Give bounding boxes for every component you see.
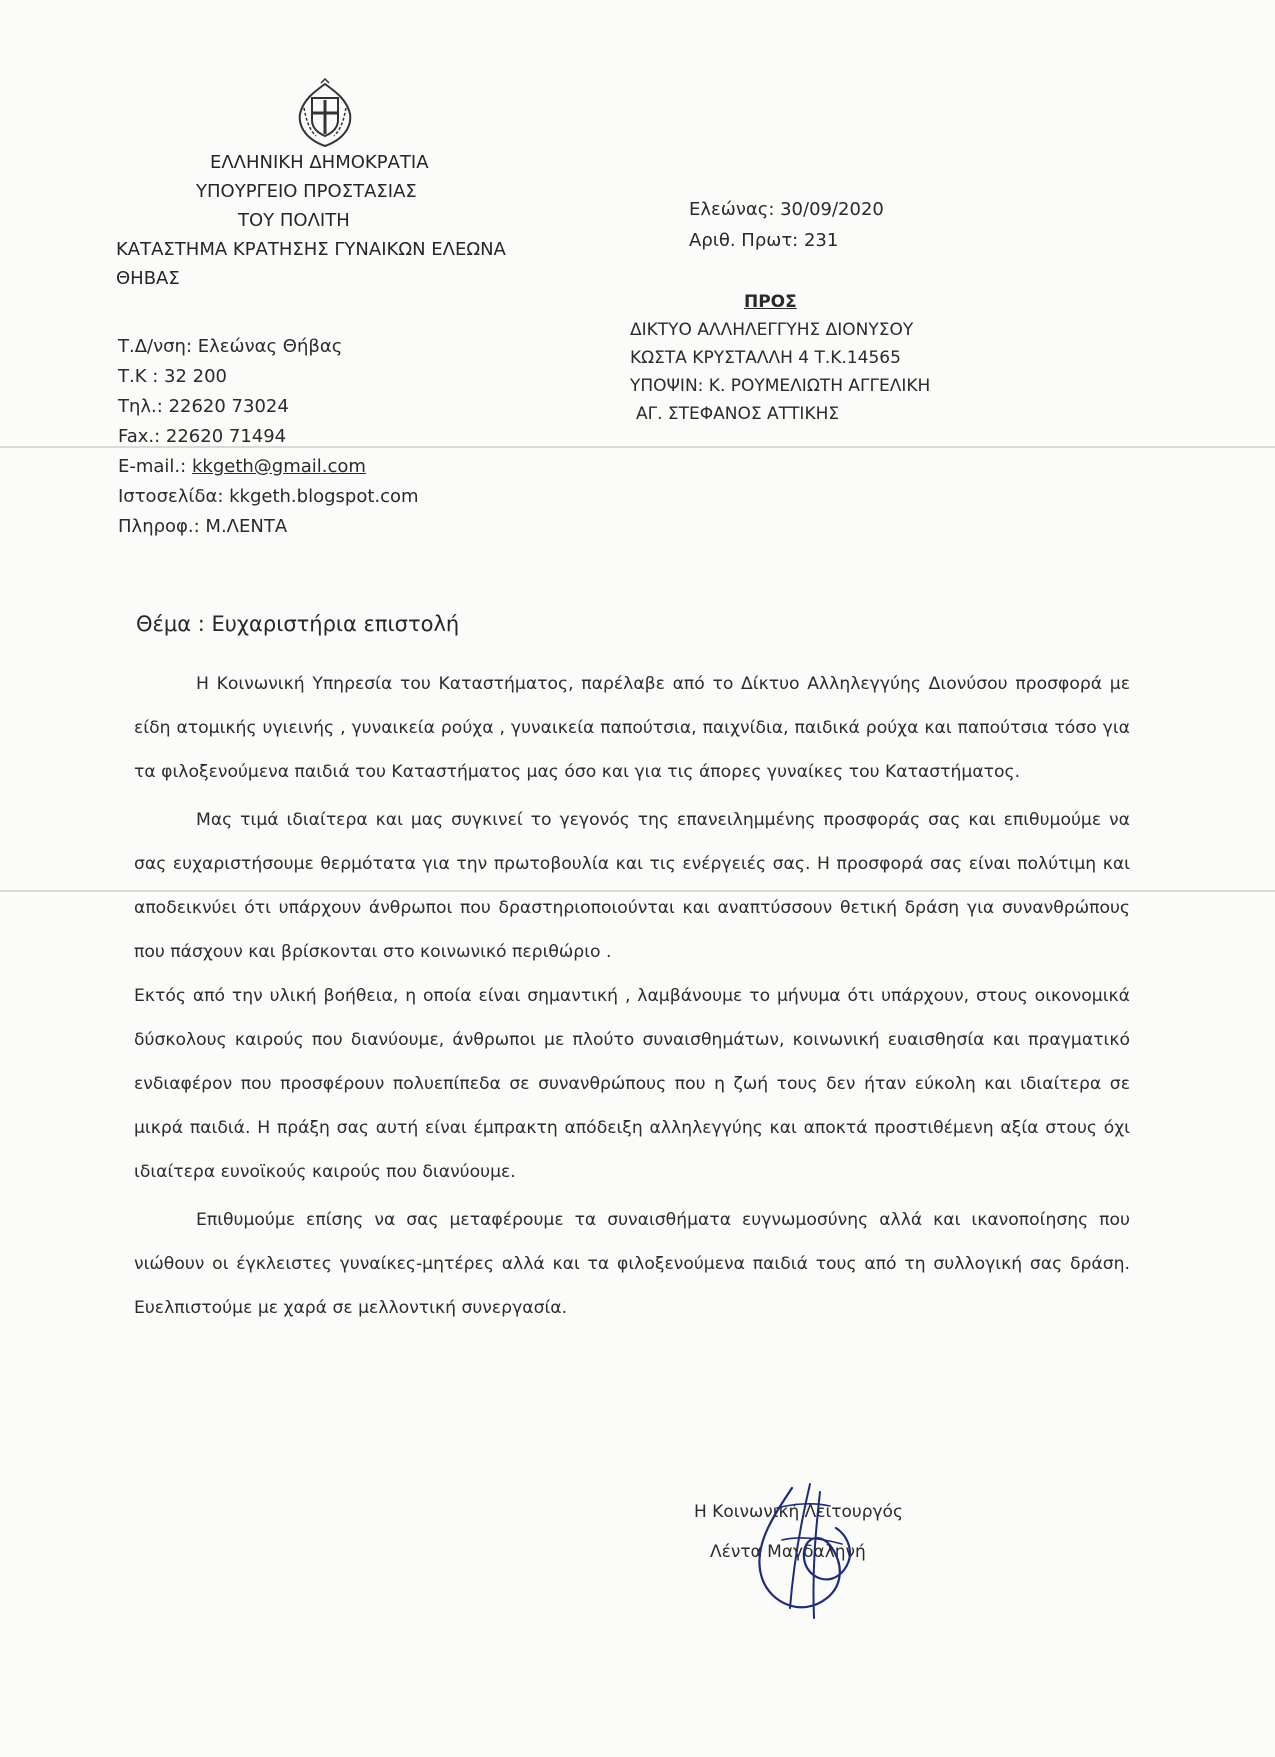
header-line: ΤΟΥ ΠΟΛΙΤΗ — [238, 210, 350, 231]
greek-coat-of-arms-icon — [290, 78, 360, 150]
handwritten-signature — [732, 1478, 882, 1628]
fax-line: Fax.: 22620 71494 — [118, 426, 287, 447]
website-line: Ιστοσελίδα: kkgeth.blogspot.com — [118, 486, 419, 507]
letter-date: Ελεώνας: 30/09/2020 — [689, 199, 884, 220]
signatory-name: Λέντα Μαγδαληνή — [710, 1542, 866, 1562]
header-line: ΘΗΒΑΣ — [116, 268, 180, 289]
body-paragraph: Μας τιμά ιδιαίτερα και μας συγκινεί το γεγονός της επανειλημμένης προσφοράς σας και επιθυμούμε να σας ευχαριστήσουμε θερμότατα για την πρωτοβουλία και τις ενέργειές σας. Η προσφορά σας είναι πολύτιμη και αποδεικνύει ότι υπάρχουν άνθρωποι που δραστηριοποιούνται και αναπτύσσουν θετική δράση για συνανθρώπους που πάσχουν και βρίσκονται στο κοινωνικό περιθώριο . — [134, 810, 1130, 962]
postal-code-line: Τ.Κ : 32 200 — [118, 366, 228, 387]
date-protocol-block — [689, 194, 884, 256]
recipient-label: ΠΡΟΣ — [744, 292, 797, 312]
recipient-line: ΔΙΚΤΥΟ ΑΛΛΗΛΕΓΓΥΗΣ ΔΙΟΝΥΣΟΥ — [630, 320, 914, 340]
address-line: Τ.Δ/νση: Ελεώνας Θήβας — [118, 336, 343, 357]
email-link[interactable]: kkgeth@gmail.com — [191, 456, 366, 477]
email-line — [118, 452, 419, 482]
email-label: E-mail.: — [118, 456, 187, 477]
signatory-title: Η Κοινωνική Λειτουργός — [694, 1502, 903, 1522]
header-line: ΥΠΟΥΡΓΕΙΟ ΠΡΟΣΤΑΣΙΑΣ — [196, 181, 417, 202]
protocol-number: Αριθ. Πρωτ: 231 — [689, 230, 839, 251]
body-paragraph: Εκτός από την υλική βοήθεια, η οποία είναι σημαντική , λαμβάνουμε το μήνυμα ότι υπάρχουν, στους οικονομικά δύσκολους καιρούς που διανύουμε, άνθρωποι με πλούτο συναισθημάτων, κοινωνική ευαισθησία και πραγματικό ενδιαφέρον που προσφέρουν πολυεπίπεδα σε συνανθρώπους που η ζωή τους δεν ήταν εύκολη και ιδιαίτερα σε μικρά παιδιά. Η πράξη σας αυτή είναι έμπρακτη απόδειξη αλληλεγγύης και αποκτά προστιθέμενη αξία στους όχι ιδιαίτερα ευνοϊκούς καιρούς που διανύουμε. — [134, 986, 1130, 1182]
body-paragraph: Επιθυμούμε επίσης να σας μεταφέρουμε τα συναισθήματα ευγνωμοσύνης αλλά και ικανοποίησης που νιώθουν οι έγκλειστες γυναίκες-μητέρες αλλά και τα φιλοξενούμενα παιδιά τους από τη συλλογική σας δράση. Ευελπιστούμε με χαρά σε μελλοντική συνεργασία. — [134, 1210, 1130, 1318]
recipient-line: ΑΓ. ΣΤΕΦΑΝΟΣ ΑΤΤΙΚΗΣ — [636, 404, 840, 424]
recipient-block — [630, 288, 930, 428]
info-line: Πληροφ.: Μ.ΛΕΝΤΑ — [118, 516, 288, 537]
letter-subject: Θέμα : Ευχαριστήρια επιστολή — [136, 612, 460, 636]
ministry-header — [116, 148, 506, 293]
header-line: ΕΛΛΗΝΙΚΗ ΔΗΜΟΚΡΑΤΙΑ — [210, 152, 429, 173]
contact-block — [118, 332, 419, 542]
letter-body — [134, 662, 1130, 1330]
recipient-line: ΥΠΟΨΙΝ: Κ. ΡΟΥΜΕΛΙΩΤΗ ΑΓΓΕΛΙΚΗ — [630, 376, 931, 396]
recipient-line: ΚΩΣΤΑ ΚΡΥΣΤΑΛΛΗ 4 Τ.Κ.14565 — [630, 348, 901, 368]
phone-line: Τηλ.: 22620 73024 — [118, 396, 289, 417]
header-line: ΚΑΤΑΣΤΗΜΑ ΚΡΑΤΗΣΗΣ ΓΥΝΑΙΚΩΝ ΕΛΕΩΝΑ — [116, 239, 506, 260]
body-paragraph: Η Κοινωνική Υπηρεσία του Καταστήματος, παρέλαβε από το Δίκτυο Αλληλεγγύης Διονύσου προσφορά με είδη ατομικής υγιεινής , γυναικεία ρούχα , γυναικεία παπούτσια, παιχνίδια, παιδικά ρούχα και παπούτσια τόσο για τα φιλοξενούμενα παιδιά του Καταστήματος μας όσο και για τις άπορες γυναίκες του Καταστήματος. — [134, 674, 1130, 782]
